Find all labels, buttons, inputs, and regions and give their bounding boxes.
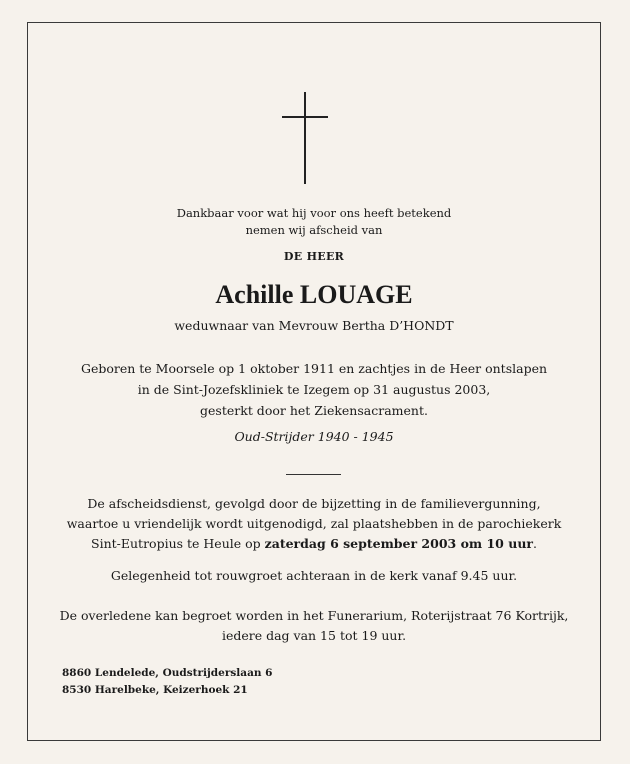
birth-line: in de Sint-Jozefskliniek te Izegem op 31 augustus 2003,	[137, 382, 491, 397]
funerarium-line: De overledene kan begroet worden in het Funerarium, Roterijstraat 76 Kortrijk,	[59, 608, 569, 623]
service-line: De afscheidsdienst, gevolgd door de bijzetting in de familievergunning,	[87, 496, 541, 511]
address-line: 8530 Harelbeke, Keizerhoek 21	[62, 684, 248, 696]
title-prefix: DE HEER	[283, 250, 345, 263]
cross-icon	[282, 92, 328, 184]
service-date: zaterdag 6 september 2003 om 10 uur	[264, 536, 533, 551]
condolence-line: Gelegenheid tot rouwgroet achteraan in de kerk vanaf 9.45 uur.	[110, 568, 518, 583]
family-addresses	[62, 665, 272, 699]
birth-death-text	[27, 358, 601, 421]
address-line: 8860 Lendelede, Oudstrijderslaan 6	[62, 667, 273, 679]
funerarium-line: iedere dag van 15 tot 19 uur.	[221, 628, 407, 643]
intro-line: Dankbaar voor wat hij voor ons heeft betekend	[176, 206, 452, 220]
deceased-name: Achille LOUAGE	[215, 280, 413, 309]
divider	[286, 474, 341, 475]
intro-text	[27, 205, 601, 239]
intro-line: nemen wij afscheid van	[245, 223, 383, 237]
service-text	[27, 494, 601, 554]
service-line: waartoe u vriendelijk wordt uitgenodigd, zal plaatshebben in de parochiekerk	[66, 516, 562, 531]
widower-line: weduwnaar van Mevrouw Bertha D’HONDT	[174, 318, 454, 333]
veteran-line: Oud-Strijder 1940 - 1945	[234, 429, 394, 444]
birth-line: gesterkt door het Ziekensacrament.	[200, 403, 428, 418]
service-line: Sint-Eutropius te Heule op zaterdag 6 september 2003 om 10 uur.	[91, 536, 537, 551]
birth-line: Geboren te Moorsele op 1 oktober 1911 en zachtjes in de Heer ontslapen	[80, 361, 548, 376]
funerarium-text	[27, 606, 601, 646]
